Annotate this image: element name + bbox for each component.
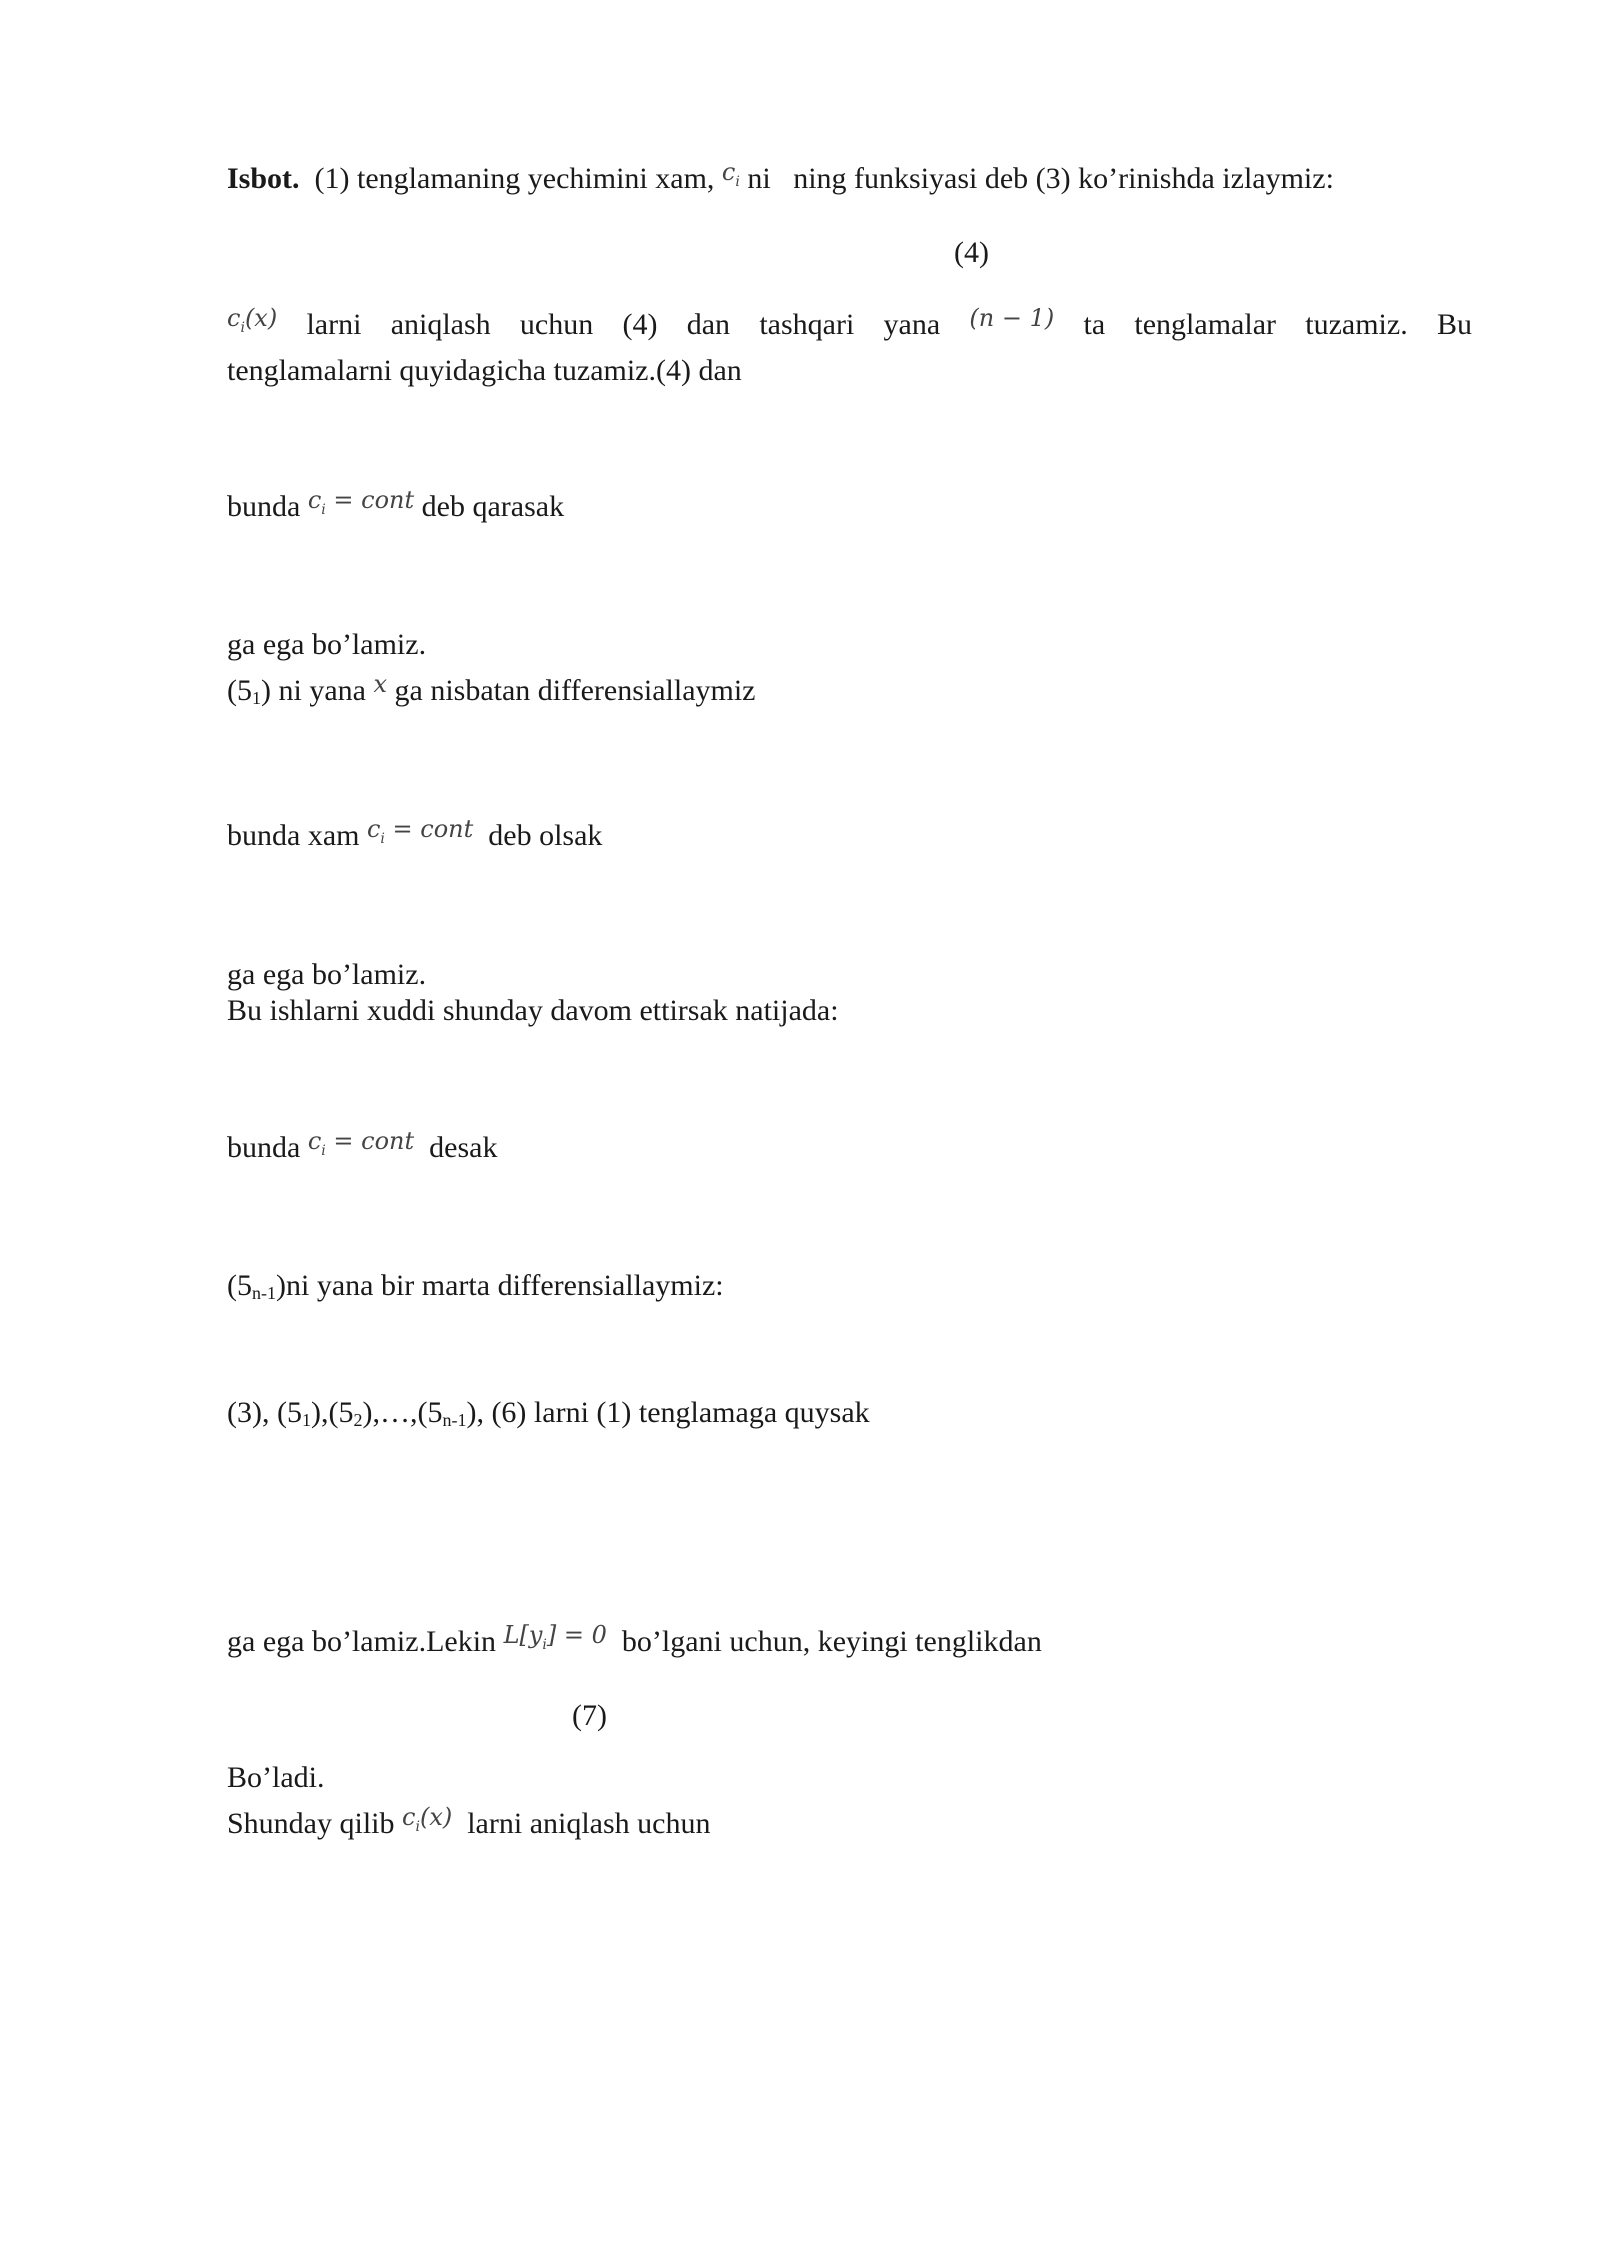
text: bunda <box>227 1131 301 1164</box>
text: ),…,(5 <box>362 1396 443 1429</box>
word: larni <box>306 308 362 341</box>
equation-number-7: (7) <box>572 1699 607 1732</box>
paragraph-isbot <box>227 158 1334 202</box>
paragraph-ga-ega-1: ga ega bo’lamiz. <box>227 628 427 661</box>
text: bo’lgani uchun, keyingi tenglikdan <box>621 1625 1042 1658</box>
paragraph-shunday <box>227 1803 711 1847</box>
subscript: n-1 <box>442 1410 467 1430</box>
text: (3), (5 <box>227 1396 302 1429</box>
n-minus-1-formula: (n − 1) <box>969 304 1055 332</box>
word: aniqlash <box>390 308 491 341</box>
text: (5 <box>227 674 252 707</box>
paragraph-5-n-1 <box>227 1268 724 1311</box>
paragraph-ci-x <box>227 302 1472 353</box>
text: ga nisbatan differensiallaymiz <box>394 674 756 707</box>
subscript: 2 <box>353 1410 363 1430</box>
ci-x-formula: $c_i(x)$ <box>227 304 278 336</box>
text: deb olsak <box>488 819 603 852</box>
word: tashqari <box>759 308 855 341</box>
text: ), (6) larni (1) tenglamaga quysak <box>466 1396 870 1429</box>
word: yana <box>883 308 941 341</box>
word: dan <box>686 308 731 341</box>
paragraph-bu-ishlarni: Bu ishlarni xuddi shunday davom ettirsak natijada: <box>227 994 839 1027</box>
paragraph-tenglamalarni: tenglamalarni quyidagicha tuzamiz.(4) dan <box>227 354 742 387</box>
word: (4) <box>622 308 658 341</box>
isbot-text-2: ni <box>747 162 771 195</box>
ci-cont-formula: ci = cont <box>307 1127 415 1159</box>
paragraph-bunda-1 <box>227 486 565 530</box>
text: ) ni yana <box>261 674 366 707</box>
text: bunda <box>227 490 301 523</box>
text: )ni yana bir marta differensiallaymiz: <box>276 1269 724 1302</box>
paragraph-substitute <box>227 1395 870 1438</box>
isbot-label: Isbot. <box>227 162 300 195</box>
equation-number-4: (4) <box>954 236 989 269</box>
justified-row <box>227 302 1472 353</box>
l-yi-formula: L[yi] = 0 <box>503 1621 607 1653</box>
ci-x-formula: ci(x) <box>402 1803 453 1835</box>
word: ta <box>1083 308 1106 341</box>
text: deb qarasak <box>421 490 565 523</box>
paragraph-5-1 <box>227 670 756 716</box>
subscript: 1 <box>301 1410 311 1430</box>
paragraph-bunda-2 <box>227 1127 498 1171</box>
text: (5 <box>227 1269 252 1302</box>
word: tenglamalar <box>1134 308 1276 341</box>
x-formula: x <box>373 670 388 698</box>
ci-cont-formula: ci = cont <box>366 815 474 847</box>
subscript: n-1 <box>252 1283 276 1303</box>
paragraph-bunda-xam <box>227 815 603 859</box>
text: bunda xam <box>227 819 360 852</box>
word: tuzamiz. <box>1305 308 1408 341</box>
paragraph-ga-ega-2: ga ega bo’lamiz. <box>227 958 427 991</box>
text: ga ega bo’lamiz.Lekin <box>227 1625 497 1658</box>
ci-cont-formula: ci = cont <box>307 486 415 518</box>
subscript: 1 <box>252 688 261 708</box>
isbot-text-3: ning funksiyasi deb (3) ko’rinishda izlaymiz: <box>793 162 1334 195</box>
text: desak <box>429 1131 498 1164</box>
text: ),(5 <box>310 1396 354 1429</box>
isbot-text-1: (1) tenglamaning yechimini xam, <box>314 162 715 195</box>
text: Shunday qilib <box>227 1807 395 1840</box>
paragraph-boladi: Bo’ladi. <box>227 1761 325 1794</box>
paragraph-lekin <box>227 1621 1042 1665</box>
ci-formula: ci <box>721 158 740 190</box>
text: larni aniqlash uchun <box>467 1807 711 1840</box>
word: Bu <box>1436 308 1472 341</box>
word: uchun <box>519 308 594 341</box>
